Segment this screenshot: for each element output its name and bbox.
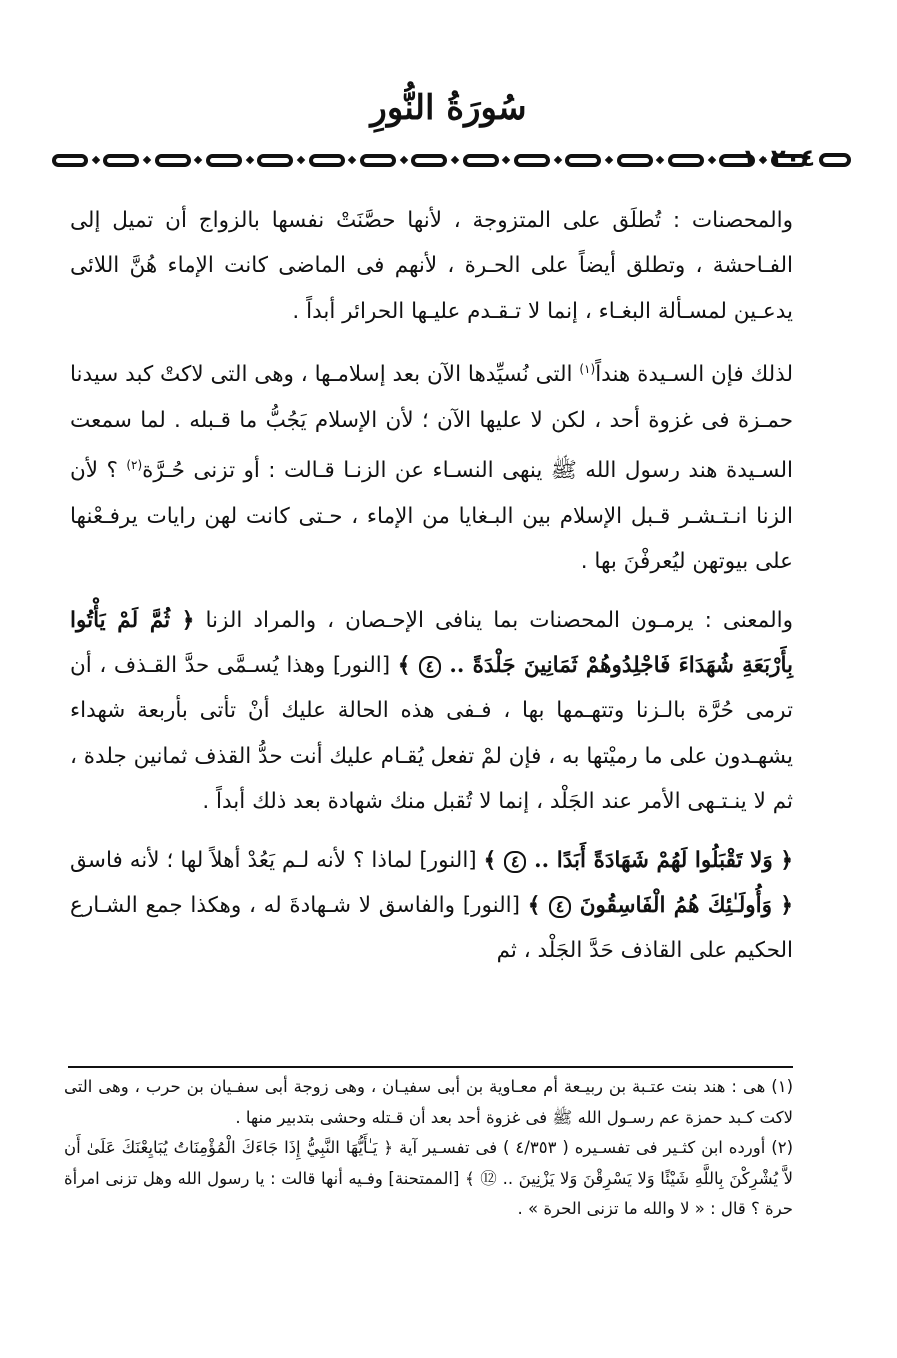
- chain-link-icon: [155, 154, 191, 167]
- footnote-line: يُبَايِعْنَكَ عَلَىٰ أَن لاَّ يُشْرِكْنَ بِاللَّهِ شَيْئًا وَلا يَسْرِقْنَ وَلا يَزْنِينَ .. ⑫ ﴾ [الممتحنة] وفـيه أنها قالت :: [64, 1138, 793, 1188]
- text-line: لا شـهادةَ له ، وهكذا جمع الشـارع الحكيم على القاذف حَدَّ الجَلْد ، ثم: [70, 893, 793, 964]
- diamond-icon: [143, 156, 151, 164]
- ayah-number-icon: ٤: [549, 896, 572, 918]
- diamond-icon: [245, 156, 253, 164]
- chain-link-icon: [617, 154, 653, 167]
- surah-reference: [النور] وهذا: [286, 652, 398, 678]
- diamond-icon: [502, 156, 510, 164]
- ayah-number-icon: ٤: [504, 851, 527, 873]
- paragraph-3: [70, 598, 793, 825]
- text-line: ؟ لأن الزنا انـتـشـر قـبل: [70, 458, 793, 529]
- diamond-icon: [399, 156, 407, 164]
- quran-verse: [528, 893, 793, 918]
- chain-link-icon: [411, 154, 447, 167]
- text-line: والمحصنات : تُطلَق على المتزوجة ، لأنها حصَّنَتْ نفسها بالزواج: [198, 208, 794, 233]
- chain-link-icon: [463, 154, 499, 167]
- quran-verse: [484, 848, 793, 873]
- footnote-line: بتدبير منها .: [235, 1107, 315, 1127]
- surah-title: سُورَةُ النُّورِ: [370, 88, 527, 128]
- text-line: النسـاء عن الزنـا قـالت : أو تزنى حُـرَّة: [142, 458, 494, 484]
- diamond-icon: [451, 156, 459, 164]
- chain-link-icon: [52, 154, 88, 167]
- footnote-1: [64, 1072, 793, 1133]
- diamond-icon: [194, 156, 202, 164]
- text-line: لمْ تفعل يُقـام عليك أنت حدُّ القذف ثمانين جلدة ، ثم لا ينـتـهى الأمر: [70, 743, 793, 815]
- footnote-divider: [68, 1066, 793, 1068]
- paragraph-4: [70, 838, 793, 974]
- ayah-number-icon: ٤: [419, 656, 442, 678]
- diamond-icon: [708, 156, 716, 164]
- text-line: التى لاكتْ كبد سيدنا حمـزة فى غزوة أحد ، لكن لا عليها الآن ؛ لأن: [70, 362, 793, 433]
- chain-end-link-icon: [819, 153, 851, 167]
- text-line: الحرائر أبداً .: [292, 298, 405, 324]
- footnote-ref-1: (١): [579, 362, 596, 377]
- paragraph-2: [70, 347, 793, 584]
- chain-link-icon: [360, 154, 396, 167]
- main-text: [70, 198, 793, 987]
- chain-link-icon: [565, 154, 601, 167]
- diamond-icon: [605, 156, 613, 164]
- text-line: يُسـمَّى حدَّ القـذف ، أن ترمى حُرَّة بالـزنا وتتهـمها بها ، فـفى هذه: [70, 652, 793, 724]
- verse-bracket: ﴾: [483, 847, 504, 873]
- text-line: لذلك فإن السـيدة هنداً: [595, 362, 793, 388]
- diamond-icon: [348, 156, 356, 164]
- diamond-icon: [91, 156, 99, 164]
- text-line: الإسلام يَجُبُّ ما قـبله . لما سمعت السـيدة هند رسول الله ﷺ ينهى: [70, 407, 793, 484]
- chain-link-icon: [103, 154, 139, 167]
- text-line: والمعنى : يرمـون المحصنات بما ينافى الإحـصان ، والمراد الزنا: [205, 607, 793, 633]
- diamond-icon: [297, 156, 305, 164]
- page-number: ١٠٢٠٤: [741, 144, 815, 172]
- chain-link-icon: [309, 154, 345, 167]
- text-line: عند الجَلْد ، إنما لا تُقبل منك شهادة بعد ذلك أبداً .: [202, 789, 633, 815]
- diamond-icon: [554, 156, 562, 164]
- text-line: أن تميل إلى الفـاحشة ، وتطلق أيضاً على الحـرة ، لأنهم فى الماضى: [70, 208, 793, 279]
- paragraph-1: [70, 198, 793, 334]
- chain-link-icon: [514, 154, 550, 167]
- footnotes: [64, 1072, 793, 1225]
- text-line: الحالة عليك أنْ تأتى بأربعة شهداء يشهـدون على ما رميْتها به ، فإن: [70, 698, 793, 769]
- text-line: [النور] لماذا ؟ لأنه لـم يَعُدْ: [247, 847, 484, 873]
- footnote-ref-2: (٢): [126, 458, 143, 473]
- surah-reference: [النور] والفاسق: [378, 893, 528, 918]
- footnote-2: [64, 1133, 793, 1225]
- text-line: التى نُسيِّدها الآن بعد إسلامـها ، وهى: [254, 362, 580, 388]
- chain-link-icon: [668, 154, 704, 167]
- verse-bracket: ﴾: [527, 893, 549, 918]
- text-line: بيوتهن ليُعرفْنَ بها .: [580, 549, 749, 575]
- footnote-line: حرب ، وهى التى لاكت كـبد حمزة عم رسـول الله ﷺ فى غزوة أحد بعد أن قـتله وحشى: [64, 1077, 793, 1127]
- verse-bracket: ﴾: [397, 652, 419, 678]
- diamond-icon: [656, 156, 664, 164]
- text-line: الإسلام بين البـغايا من الإماء ، حـتى كانت لهن رايات يرفـعْنها على: [70, 503, 793, 575]
- footnote-line: (١) هى : هند بنت عتـبة بن ربيـعة أم معـاوية بن أبى سفيـان ، وهى زوجة أبى سفـيان بن: [186, 1077, 793, 1096]
- text-line: أهلاً لها ؛ لأنه فاسق: [70, 847, 241, 873]
- chain-link-icon: [257, 154, 293, 167]
- verse-text: ﴿ ثُمَّ لَمْ يَأْتُوا بِأَرْبَعَةِ شُهَدَاءَ فَاجْلِدُوهُمْ ثَمَانِينَ جَلْدَةً ..: [70, 607, 793, 678]
- verse-text: ﴿ وَأُولَـٰئِكَ هُمُ الْفَاسِقُونَ: [571, 893, 793, 918]
- decorative-chain-border: [52, 149, 807, 171]
- text-line: كانت الإماء هُنَّ اللائى يدعـين لمسـألة البغـاء ، إنما لا تـقـدم عليـها: [70, 253, 793, 324]
- chain-link-icon: [206, 154, 242, 167]
- footnote-line: يا رسول الله وهل تزنى امرأة حرة ؟ قال : « لا والله ما تزنى الحرة » .: [64, 1168, 793, 1219]
- verse-text: ﴿ وَلا تَقْبَلُوا لَهُمْ شَهَادَةً أَبَدًا ..: [526, 847, 793, 873]
- footnote-line: (٢) أورده ابن كثـير فى تفسـيره ( ٤/٣٥٣ ) فى تفسـير آية ﴿ يَـٰأَيُّهَا النَّبِيُّ إِذَا جَاءَكَ الْمُؤْمِنَاتُ: [173, 1138, 794, 1158]
